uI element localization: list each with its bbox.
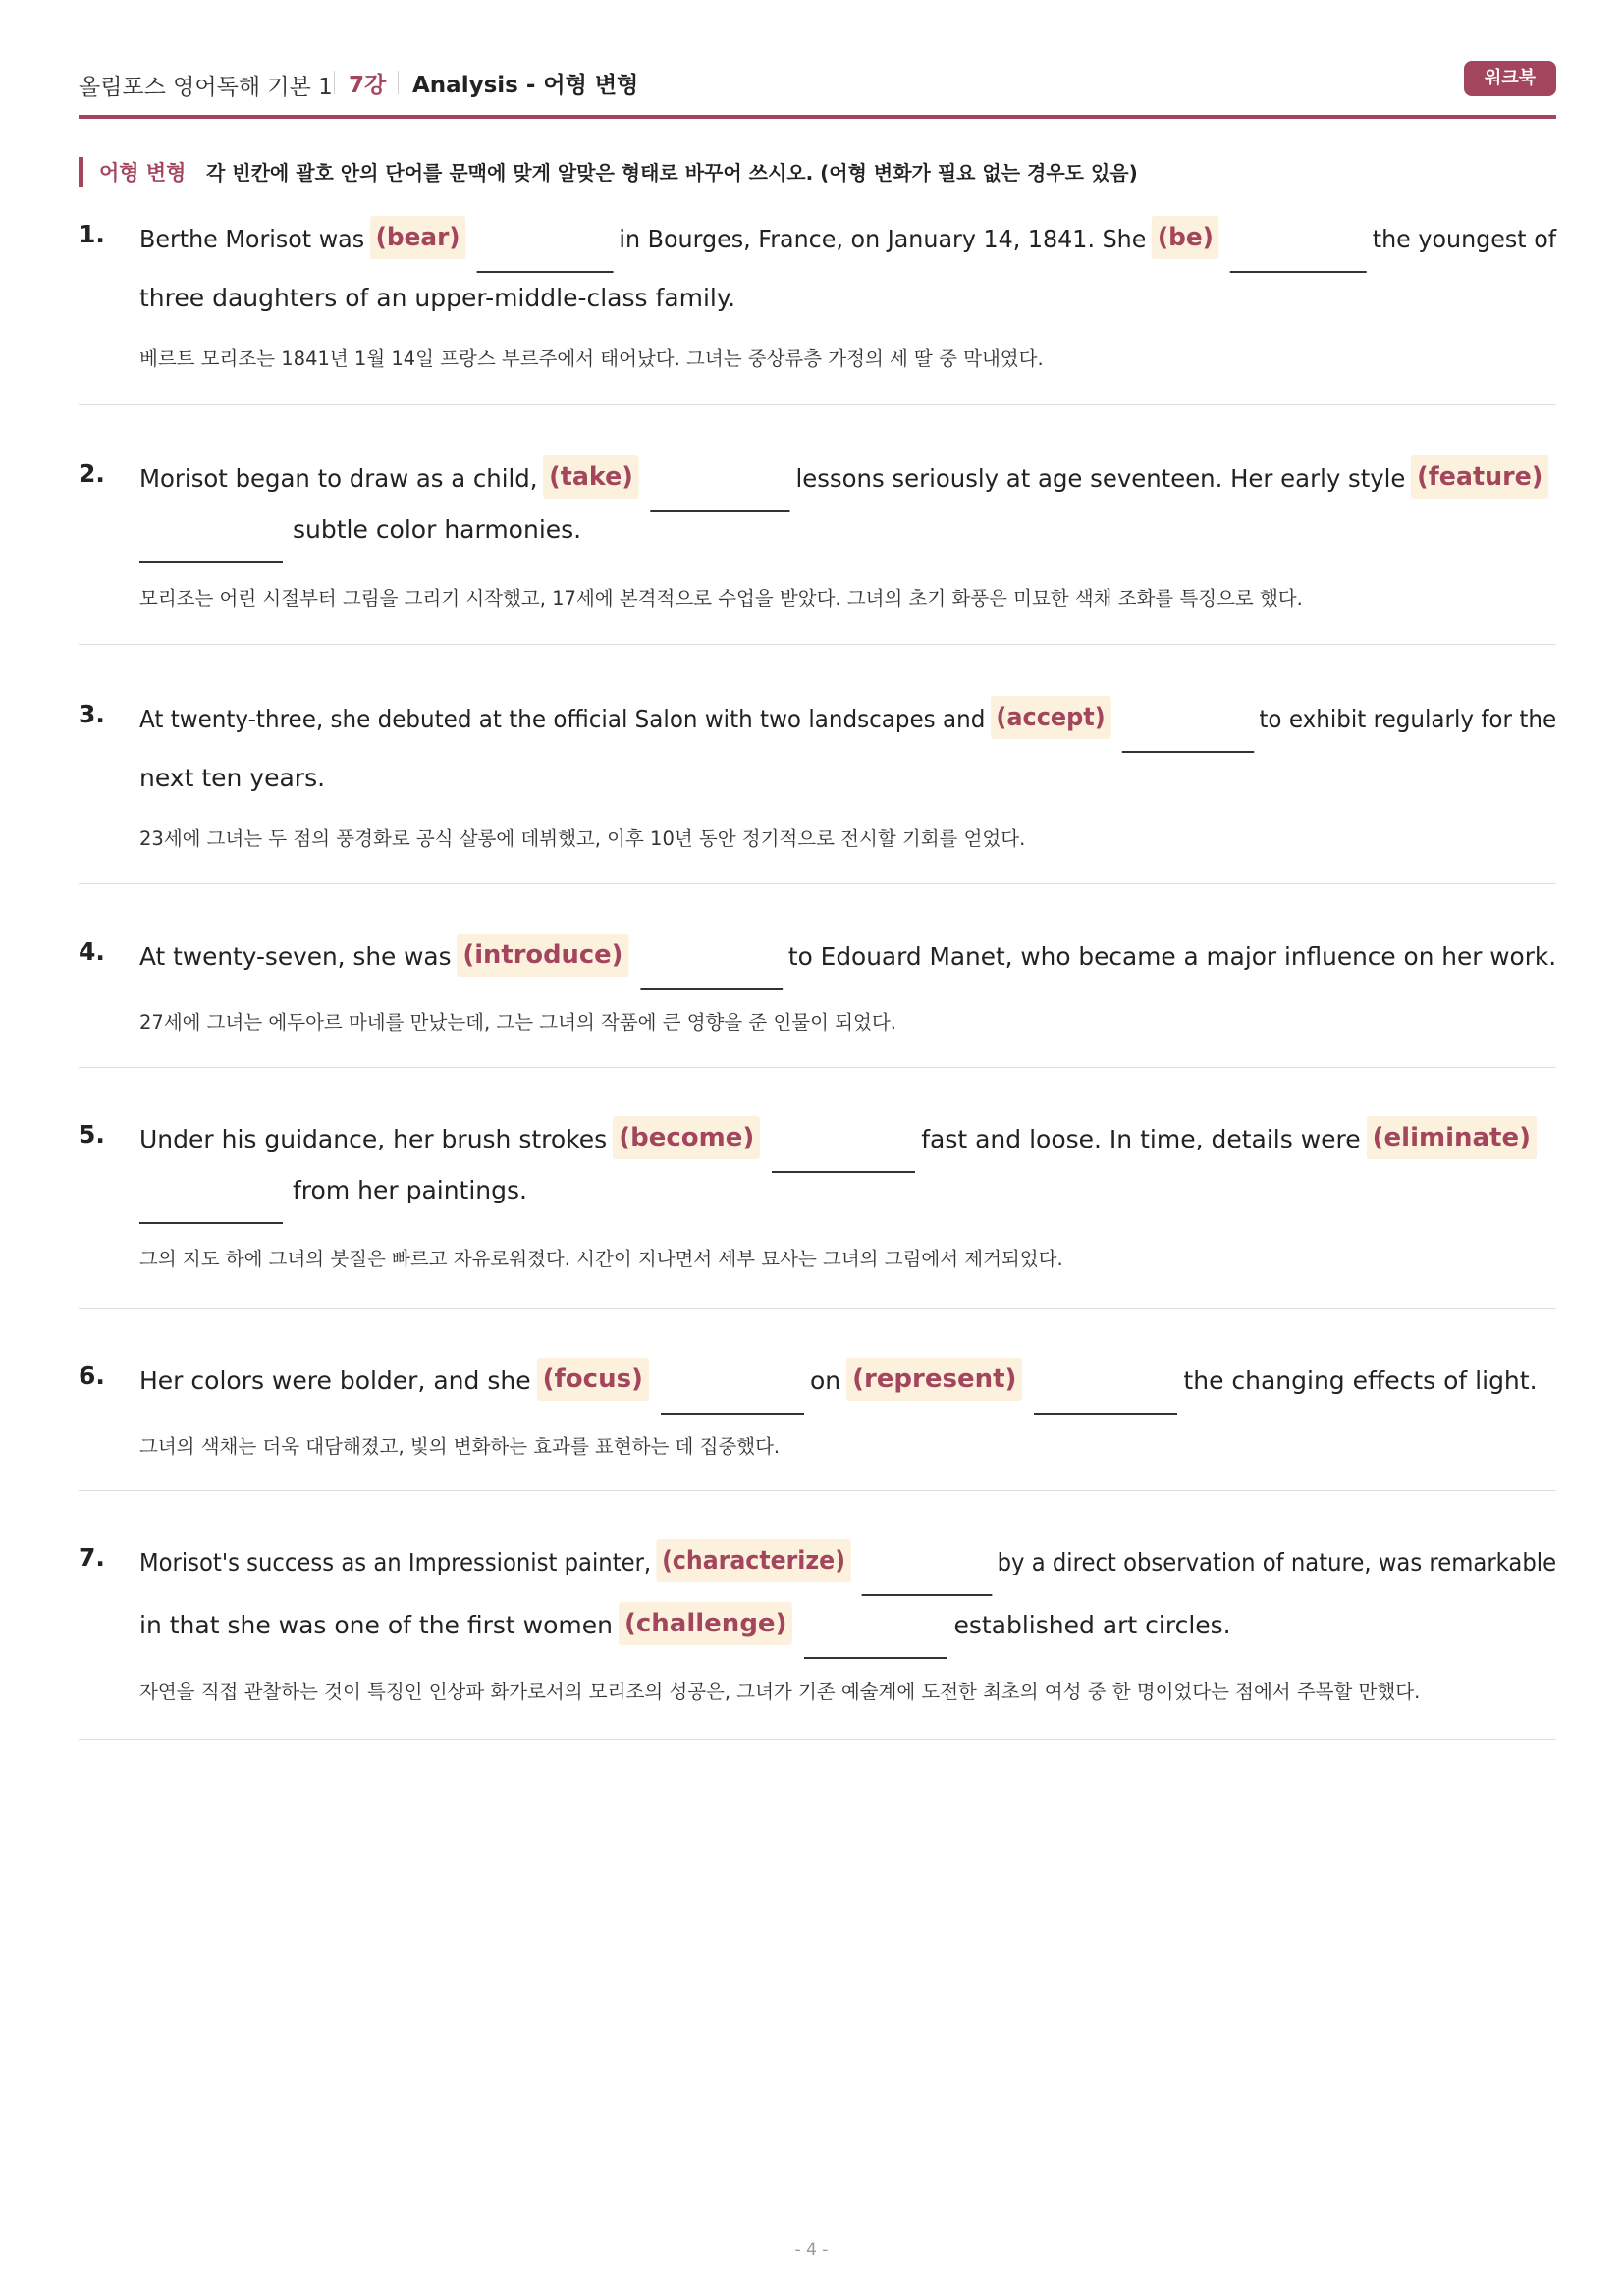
sentence-text: subtle color harmonies. [293,515,582,544]
sentence-line [139,507,581,565]
korean-translation: 모리조는 어린 시절부터 그림을 그리기 시작했고, 17세에 본격적으로 수업을 받았다. 그녀의 초기 화풍은 미묘한 색채 조화를 특징으로 했다. [139,587,1303,610]
question-number: 2. [79,459,105,488]
item-divider [79,1067,1556,1068]
instruction-text: 각 빈칸에 괄호 안의 단어를 문맥에 맞게 알맞은 형태로 바꾸어 쓰시오. (어형 변화가 필요 없는 경우도 있음) [206,161,1138,185]
lesson-number: 7강 [349,73,387,98]
word-hint: (focus) [537,1358,649,1401]
header-rule [79,115,1556,119]
item-divider [79,883,1556,884]
sentence-text: fast and loose. In time, details were [921,1125,1361,1153]
item-divider [79,1490,1556,1491]
word-hint: (characterize) [657,1539,851,1582]
item-divider [79,644,1556,645]
sentence-text: Her colors were bolder, and she [139,1366,531,1395]
word-hint: (bear) [370,216,465,259]
sentence-text: Berthe Morisot was [139,225,365,253]
answer-blank[interactable] [477,216,614,273]
sentence-text: Morisot's success as an Impressionist painter, [139,1548,652,1576]
sentence-text: in that she was one of the first women [139,1611,613,1639]
sentence-text: to exhibit regularly for the [1259,705,1557,733]
word-hint: (feature) [1411,455,1548,499]
sentence-line [139,1167,527,1226]
sentence-text: Morisot began to draw as a child, [139,464,538,493]
section-title: Analysis - 어형 변형 [412,73,639,98]
answer-blank[interactable] [139,507,283,563]
answer-blank[interactable] [650,455,789,512]
sentence-text: next ten years. [139,764,326,792]
sentence-line [139,1358,1538,1416]
sentence-text: established art circles. [953,1611,1231,1639]
page-number: - 4 - [794,2240,829,2260]
korean-translation: 그의 지도 하에 그녀의 붓질은 빠르고 자유로워졌다. 시간이 지나면서 세부 묘사는 그녀의 그림에서 제거되었다. [139,1248,1063,1270]
korean-translation: 자연을 직접 관찰하는 것이 특징인 인상파 화가로서의 모리조의 성공은, 그녀가 기존 예술계에 도전한 최초의 여성 중 한 명이었다는 점에서 주목할 만했다. [139,1681,1421,1703]
sentence-line [139,696,1556,755]
sentence-text: in Bourges, France, on January 14, 1841. She [619,225,1147,253]
sentence-text: At twenty-three, she debuted at the official Salon with two landscapes and [139,705,986,733]
answer-blank[interactable] [1121,696,1254,753]
question-number: 1. [79,220,105,248]
sentence-text: Under his guidance, her brush strokes [139,1125,608,1153]
page-header [79,61,1556,120]
book-title: 올림포스 영어독해 기본 1 [79,75,333,100]
worksheet-page [79,0,1556,2296]
korean-translation: 베르트 모리조는 1841년 1월 14일 프랑스 부르주에서 태어났다. 그녀는 중상류층 가정의 세 딸 중 막내였다. [139,347,1044,370]
answer-blank[interactable] [804,1602,947,1659]
sentence-line [139,275,735,334]
item-divider [79,1739,1556,1740]
sentence-text: to Edouard Manet, who became a major influence on her work. [787,942,1557,971]
answer-blank[interactable] [772,1116,915,1173]
workbook-badge: 워크북 [1464,61,1556,96]
answer-blank[interactable] [1230,216,1367,273]
sentence-line [139,216,1556,275]
sentence-text: from her paintings. [293,1176,527,1204]
answer-blank[interactable] [861,1539,992,1596]
sentence-text: three daughters of an upper-middle-class family. [139,284,736,312]
instruction-tag: 어형 변형 [99,161,187,185]
word-hint: (become) [613,1116,760,1159]
answer-blank[interactable] [661,1358,804,1415]
sentence-line [139,1116,1544,1175]
header-divider [398,71,399,94]
word-hint: (take) [543,455,638,499]
word-hint: (accept) [991,696,1110,739]
item-divider [79,1308,1556,1309]
sentence-text: on [809,1366,841,1395]
word-hint: (represent) [846,1358,1022,1401]
answer-blank[interactable] [1034,1358,1177,1415]
sentence-line [139,455,1556,514]
word-hint: (introduce) [457,934,628,977]
sentence-text: the changing effects of light. [1183,1366,1538,1395]
word-hint: (be) [1152,216,1219,259]
instruction-marker [79,157,83,187]
word-hint: (challenge) [619,1602,792,1645]
question-number: 3. [79,700,105,728]
korean-translation: 그녀의 색채는 더욱 대담해졌고, 빛의 변화하는 효과를 표현하는 데 집중했다. [139,1435,781,1458]
sentence-line [139,934,1556,992]
sentence-line [139,1602,1231,1661]
question-number: 6. [79,1362,105,1390]
question-number: 7. [79,1543,105,1572]
answer-blank[interactable] [139,1167,283,1224]
sentence-text: lessons seriously at age seventeen. Her early style [795,464,1406,493]
sentence-line [139,755,325,814]
korean-translation: 23세에 그녀는 두 점의 풍경화로 공식 살롱에 데뷔했고, 이후 10년 동안 정기적으로 전시할 기회를 얻었다. [139,828,1026,850]
header-divider [334,71,335,94]
question-number: 4. [79,937,105,966]
sentence-text: At twenty-seven, she was [139,942,452,971]
sentence-line [139,1539,1556,1598]
answer-blank[interactable] [640,934,783,990]
sentence-text: the youngest of [1372,225,1557,253]
sentence-text: by a direct observation of nature, was remarkable [997,1548,1557,1576]
question-number: 5. [79,1120,105,1148]
word-hint: (eliminate) [1367,1116,1537,1159]
item-divider [79,404,1556,405]
korean-translation: 27세에 그녀는 에두아르 마네를 만났는데, 그는 그녀의 작품에 큰 영향을 준 인물이 되었다. [139,1011,896,1034]
